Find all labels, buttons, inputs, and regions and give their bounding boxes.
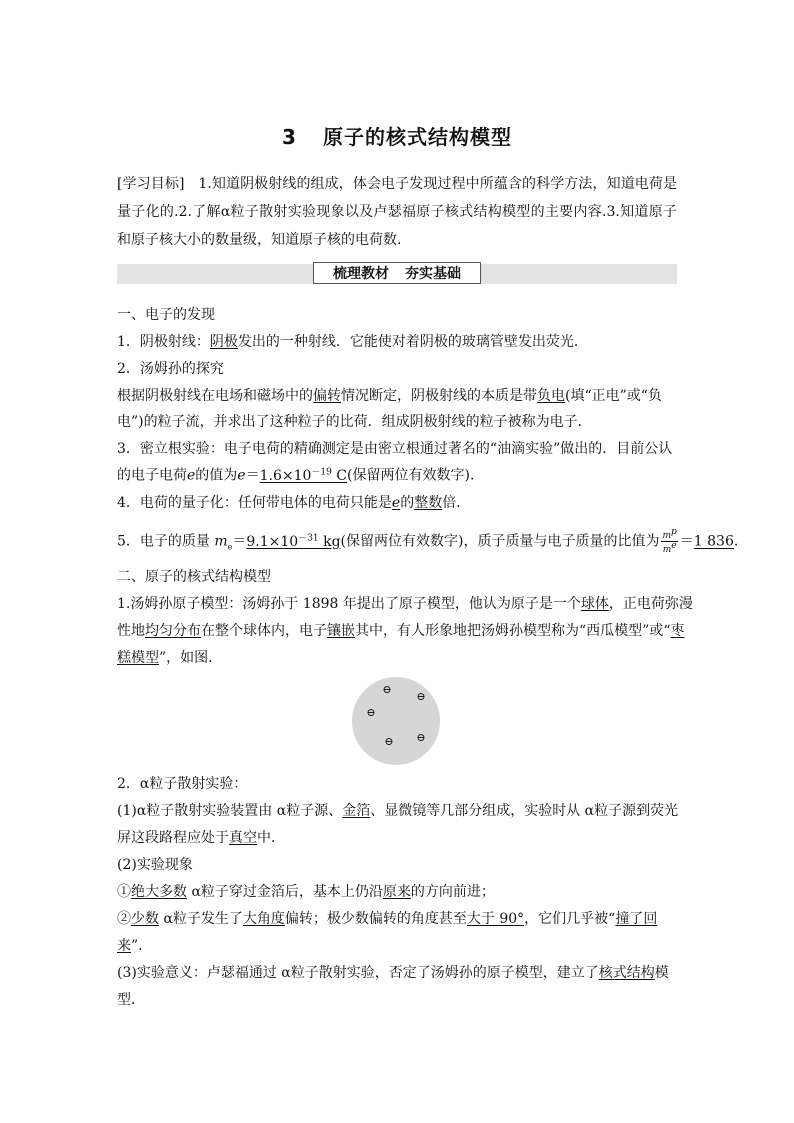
paragraph-3-line-2: 电”)的粒子流，并求出了这种粒子的比荷．组成阴极射线的粒子被称为电子． xyxy=(117,414,592,430)
text: 、显微镜等几部分组成，实验时从 α粒子源到荧光 xyxy=(370,803,679,819)
blank-answer: 负电 xyxy=(537,388,565,404)
text: ① xyxy=(117,884,131,900)
paragraph-2-heading: 2．汤姆孙的探究 xyxy=(117,361,224,377)
text: 的 xyxy=(400,495,415,511)
text: ”． xyxy=(131,938,153,954)
blank-answer: 少数 xyxy=(131,911,159,927)
blank-answer: 大角度 xyxy=(242,911,285,927)
atom-sphere xyxy=(352,677,440,765)
symbol-e: e xyxy=(187,467,196,484)
blank-answer: 糕模型 xyxy=(117,650,159,666)
blank-answer: 整数 xyxy=(414,495,443,511)
blank-answer: 阴极 xyxy=(209,334,238,350)
section-heading-1: 一、电子的发现 xyxy=(117,307,215,323)
blank-answer: 核式结构 xyxy=(598,965,655,981)
value: 1.6×10 xyxy=(259,467,312,484)
electron-icon: ⊖ xyxy=(382,683,392,696)
s2-paragraph-4-heading: (2)实验现象 xyxy=(117,857,193,873)
text: 中． xyxy=(257,830,285,846)
text: 5．电子的质量 xyxy=(117,533,215,550)
blank-answer xyxy=(260,468,347,484)
text: 在整个球体内，电子 xyxy=(201,623,327,639)
text: ，正电荷弥漫 xyxy=(608,596,693,612)
exponent: －19 xyxy=(311,467,332,477)
section-banner xyxy=(117,264,677,284)
subscript: e xyxy=(227,542,233,552)
banner-left: 梳理教材 xyxy=(333,266,389,282)
electron-icon: ⊖ xyxy=(366,706,376,719)
mass-ratio-fraction xyxy=(661,528,677,555)
paragraph-6 xyxy=(117,527,739,555)
banner-box xyxy=(313,262,481,284)
text: 发出的一种射线．它能使对着阴极的玻璃管壁发出荧光． xyxy=(237,334,588,350)
section-heading-2: 二、原子的核式结构模型 xyxy=(117,569,271,585)
blank-answer: 绝大多数 xyxy=(131,884,187,900)
blank-answer: 镶嵌 xyxy=(327,623,355,639)
blank-answer: 金箔 xyxy=(342,803,371,819)
equals: ＝ xyxy=(245,467,260,484)
blank-answer: 1 836 xyxy=(693,533,734,550)
s2-paragraph-3-line-2 xyxy=(117,827,679,847)
text: ，它们几乎被“ xyxy=(524,911,616,927)
s2-paragraph-5 xyxy=(117,881,679,901)
text: 其中，有人形象地把汤姆孙模型称为“西瓜模型”或“ xyxy=(355,623,671,639)
sub: e xyxy=(671,541,677,551)
text: ”，如图． xyxy=(159,650,223,666)
symbol-e: e xyxy=(237,467,246,484)
text: ② xyxy=(117,911,131,927)
s2-paragraph-1-line-3 xyxy=(117,647,679,667)
exponent: －31 xyxy=(298,532,319,543)
blank-answer: 偏转 xyxy=(313,388,341,404)
blank-answer: 大于 90° xyxy=(466,911,525,927)
title-text: 原子的核式结构模型 xyxy=(322,125,512,149)
text: 4．电荷的量子化：任何带电体的电荷只能是 xyxy=(117,495,392,511)
text: 倍． xyxy=(442,495,471,511)
section-number: 3 xyxy=(282,125,297,149)
banner-right: 夯实基础 xyxy=(405,266,461,282)
equals: ＝ xyxy=(679,533,694,550)
blank-answer: 枣 xyxy=(670,623,685,639)
text: 屏这段路程应处于 xyxy=(117,830,229,846)
blank-answer: 均匀分布 xyxy=(145,623,201,639)
blank-answer xyxy=(246,534,340,550)
text: 根据阴极射线在电场和磁场中的 xyxy=(117,388,313,404)
s2-paragraph-6-line-2 xyxy=(117,935,679,955)
paragraph-3-line-1 xyxy=(117,385,679,405)
text: 模 xyxy=(654,965,669,981)
m: m xyxy=(662,545,672,555)
text: (保留两位有效数字)． xyxy=(347,467,484,484)
text: (保留两位有效数字)，质子质量与电子质量的比值为 xyxy=(340,533,660,550)
equals: ＝ xyxy=(232,533,247,550)
text: (填“正电”或“负 xyxy=(565,388,662,404)
blank-answer: 来 xyxy=(117,938,131,954)
paragraph-5 xyxy=(117,492,679,512)
text: 的方向前进； xyxy=(410,884,495,900)
text: (3)实验意义：卢瑟福通过 α粒子散射实验，否定了汤姆孙的原子模型，建立了 xyxy=(117,965,599,981)
text: 的值为 xyxy=(195,467,238,484)
unit: kg xyxy=(318,533,341,550)
text: 情况断定，阴极射线的本质是带 xyxy=(341,388,537,404)
blank-answer: e xyxy=(391,495,401,511)
s2-paragraph-2-heading: 2．α粒子散射实验： xyxy=(117,776,248,792)
value: 9.1×10 xyxy=(246,533,299,550)
paragraph-1 xyxy=(117,331,679,351)
text: 偏转；极少数偏转的角度甚至 xyxy=(284,911,467,927)
denominator xyxy=(661,542,677,555)
blank-answer: 原来 xyxy=(382,884,411,900)
m: m xyxy=(662,531,672,541)
text: 1.汤姆孙原子模型：汤姆孙于 1898 年提出了原子模型，他认为原子是一个 xyxy=(117,596,581,612)
electron-icon: ⊖ xyxy=(416,690,426,703)
numerator xyxy=(661,528,677,542)
symbol-m: m xyxy=(214,533,228,550)
s2-paragraph-1-line-1 xyxy=(117,593,693,613)
electron-icon: ⊖ xyxy=(384,735,394,748)
unit: C xyxy=(331,467,348,484)
plum-pudding-model-diagram xyxy=(351,676,441,766)
blank-answer: 真空 xyxy=(229,830,257,846)
text: 1．阴极射线： xyxy=(117,334,210,350)
objectives-text: 1.知道阴极射线的组成，体会电子发现过程中所蕴含的科学方法，知道电荷是量子化的.2.了解α粒子散射实验现象以及卢瑟福原子核式结构模型的主要内容.3.知道原子和原子核大小的数量级，知道原子核的电荷数. xyxy=(117,176,677,248)
s2-paragraph-1-line-2 xyxy=(117,620,685,640)
text: . xyxy=(733,533,739,550)
blank-answer: 撞了回 xyxy=(615,911,658,927)
s2-paragraph-3-line-1 xyxy=(117,800,679,820)
text: 的电子电荷 xyxy=(117,467,187,484)
s2-paragraph-7-line-1 xyxy=(117,962,679,982)
objectives-tag: [学习目标] xyxy=(117,176,185,192)
sub: p xyxy=(671,527,677,537)
text: (1)α粒子散射实验装置由 α粒子源、 xyxy=(117,803,343,819)
paragraph-4-line-2 xyxy=(117,464,679,485)
text: α粒子穿过金箔后，基本上仍沿 xyxy=(187,884,383,900)
s2-paragraph-6-line-1 xyxy=(117,908,679,928)
s2-paragraph-7-line-2: 型． xyxy=(117,992,145,1008)
paragraph-4-line-1: 3．密立根实验：电子电荷的精确测定是由密立根通过著名的“油滴实验”做出的．目前公认 xyxy=(117,441,673,457)
electron-icon: ⊖ xyxy=(416,731,426,744)
text: 性地 xyxy=(117,623,145,639)
learning-objectives xyxy=(117,170,677,254)
blank-answer: 球体 xyxy=(580,596,609,612)
page-title xyxy=(0,121,794,150)
text: α粒子发生了 xyxy=(159,911,243,927)
